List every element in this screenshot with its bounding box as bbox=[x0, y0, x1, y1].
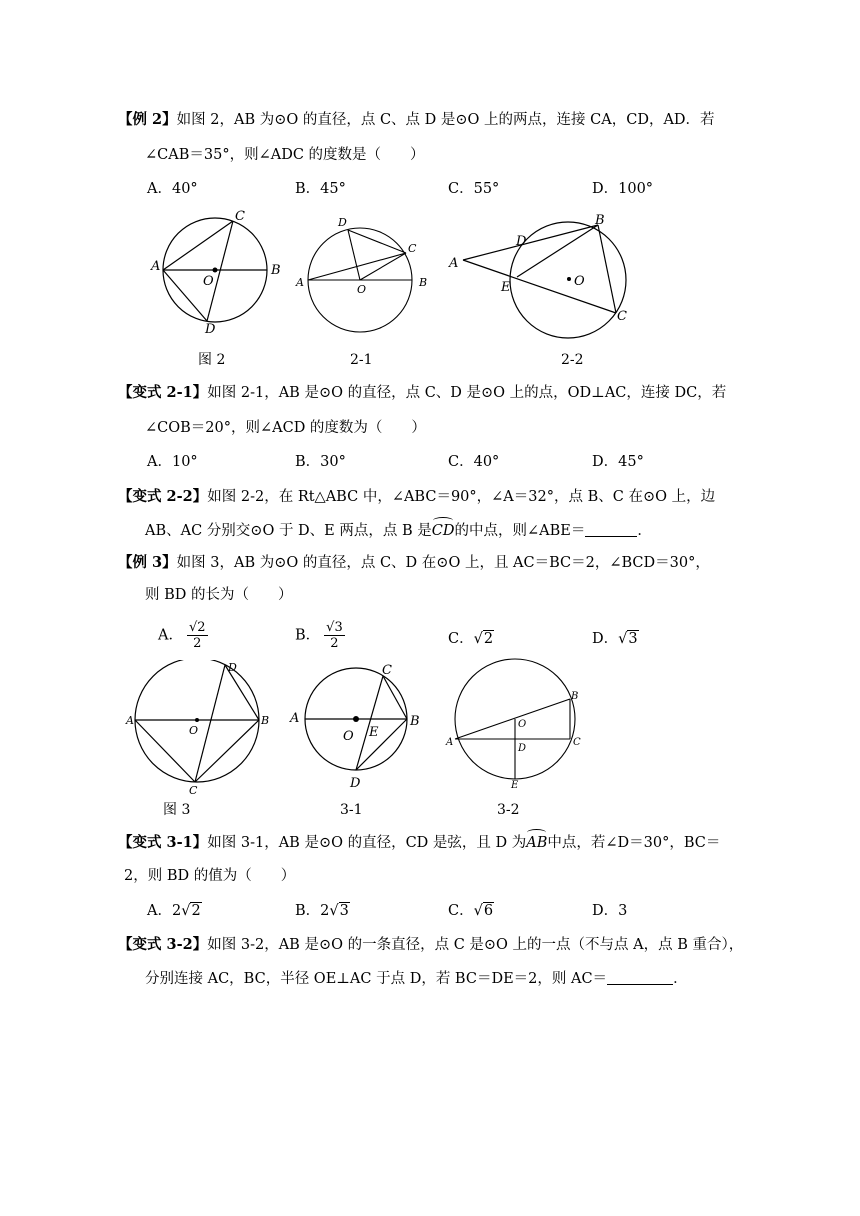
var31-text1a: 如图 3-1，AB 是⊙O 的直径，CD 是弦，且 D 为 bbox=[207, 835, 527, 851]
f3-label-b: B bbox=[261, 714, 270, 727]
var32-text2a: 分别连接 AC，BC，半径 OE⊥AC 于点 D，若 BC＝DE＝2，则 AC＝ bbox=[145, 971, 608, 987]
var32-text2b: ． bbox=[673, 971, 688, 987]
ex3-text1: 如图 3，AB 为⊙O 的直径，点 C、D 在⊙O 上，且 AC＝BC＝2，∠BCD＝30°， bbox=[176, 555, 710, 571]
ex3-option-b bbox=[295, 620, 345, 651]
var22-text2a: AB、AC 分别交⊙O 于 D、E 两点，点 B 是 bbox=[145, 523, 432, 539]
f2-label-d: D bbox=[205, 322, 216, 337]
var22-text2b: 的中点，则∠ABE＝ bbox=[454, 523, 586, 539]
f32-label-d: D bbox=[518, 743, 527, 754]
f2-label-c: C bbox=[235, 209, 245, 224]
ex3-opt-b-num: √3 bbox=[326, 620, 343, 635]
ex3-opt-b-fraction bbox=[324, 620, 345, 651]
f21-label-a: A bbox=[296, 276, 304, 289]
f2-label-a: A bbox=[151, 259, 161, 274]
figure-2-1 bbox=[293, 208, 433, 338]
var22-answer-blank[interactable] bbox=[585, 522, 637, 537]
caption-fig2-1: 2-1 bbox=[350, 352, 373, 368]
f32-label-e: E bbox=[511, 780, 519, 791]
var21-text1: 如图 2-1，AB 是⊙O 的直径，点 C、D 是⊙O 上的点，OD⊥AC，连接 DC，若 bbox=[207, 385, 727, 401]
var31-opt-c-rad: 6 bbox=[483, 903, 494, 919]
ex2-option-a: A．40° bbox=[147, 181, 198, 197]
var22-tag: 【变式 2-2】 bbox=[118, 488, 208, 505]
var21-line1 bbox=[118, 383, 726, 403]
figure-3-1 bbox=[286, 660, 426, 795]
f32-label-a: A bbox=[446, 737, 454, 748]
caption-fig3-1: 3-1 bbox=[340, 802, 363, 818]
f32-label-b: B bbox=[571, 691, 579, 702]
var31-opt-b-rad: 3 bbox=[339, 903, 349, 919]
var31-tag: 【变式 3-1】 bbox=[118, 834, 208, 851]
f2-label-b: B bbox=[271, 263, 281, 278]
var22-text1: 如图 2-2，在 Rt△ABC 中，∠ABC＝90°，∠A＝32°，点 B、C 在⊙O 上，边 bbox=[207, 489, 716, 505]
var22-text2c: ． bbox=[637, 523, 652, 539]
f21-label-o: O bbox=[357, 283, 367, 296]
var21-line2: ∠COB＝20°，则∠ACD 的度数为（ ） bbox=[145, 420, 426, 436]
ex3-opt-a-prefix: A． bbox=[158, 627, 183, 644]
f32-label-o: O bbox=[518, 719, 527, 730]
ex3-line1 bbox=[118, 553, 710, 573]
var32-answer-blank[interactable] bbox=[607, 970, 673, 985]
var31-opt-b-prefix: B．2 bbox=[295, 903, 330, 919]
var21-option-a: A．10° bbox=[147, 454, 198, 470]
figure-3 bbox=[125, 660, 275, 795]
var31-opt-c-prefix: C． bbox=[448, 903, 474, 919]
var21-tag: 【变式 2-1】 bbox=[118, 384, 208, 401]
ex3-opt-d-rad: 3 bbox=[628, 631, 638, 647]
var31-line1 bbox=[118, 833, 720, 853]
var31-text1b: 中点，若∠D＝30°，BC＝ bbox=[547, 835, 721, 851]
ex3-opt-d-prefix: D． bbox=[592, 631, 619, 647]
var31-line2: 2，则 BD 的值为（ ） bbox=[124, 868, 296, 884]
ex3-opt-c-prefix: C． bbox=[448, 631, 474, 647]
var21-option-b: B．30° bbox=[295, 454, 346, 470]
var32-line1 bbox=[118, 935, 743, 955]
f21-label-b: B bbox=[419, 276, 428, 289]
ex3-opt-b-prefix: B． bbox=[295, 627, 321, 644]
f22-label-e: E bbox=[501, 280, 511, 295]
ex3-option-d: D．√3 bbox=[592, 631, 638, 647]
var22-line1 bbox=[118, 487, 715, 507]
var32-tag: 【变式 3-2】 bbox=[118, 936, 208, 953]
f31-label-b: B bbox=[410, 714, 420, 729]
caption-fig3: 图 3 bbox=[163, 802, 191, 818]
ex3-opt-a-den: 2 bbox=[193, 636, 202, 651]
ex3-opt-a-fraction bbox=[187, 620, 208, 651]
var32-line2 bbox=[145, 969, 688, 989]
var21-option-c: C．40° bbox=[448, 454, 500, 470]
f21-label-c: C bbox=[408, 242, 417, 255]
var21-option-d: D．45° bbox=[592, 454, 644, 470]
ex2-text1: 如图 2，AB 为⊙O 的直径，点 C、点 D 是⊙O 上的两点，连接 CA，CD，AD．若 bbox=[176, 112, 715, 128]
ex3-option-c: C．√2 bbox=[448, 631, 494, 647]
var31-option-c: C．√6 bbox=[448, 903, 494, 919]
figure-2 bbox=[145, 205, 285, 340]
ex2-line2: ∠CAB＝35°，则∠ADC 的度数是（ ） bbox=[145, 147, 425, 163]
f31-label-a: A bbox=[290, 711, 300, 726]
ex2-option-d: D．100° bbox=[592, 181, 654, 197]
f31-label-e: E bbox=[369, 725, 379, 740]
ex3-option-a bbox=[158, 620, 208, 651]
f21-label-d: D bbox=[338, 216, 347, 229]
f3-label-o: O bbox=[189, 724, 199, 737]
var32-text1: 如图 3-2，AB 是⊙O 的一条直径，点 C 是⊙O 上的一点（不与点 A，点 B 重合）， bbox=[207, 937, 744, 953]
ex3-line2: 则 BD 的长为（ ） bbox=[145, 587, 293, 603]
var31-option-d: D．3 bbox=[592, 903, 628, 919]
var31-option-b: B．2√3 bbox=[295, 903, 349, 919]
figure-3-2 bbox=[445, 655, 590, 795]
f31-label-c: C bbox=[382, 663, 392, 678]
f2-label-o: O bbox=[203, 274, 214, 289]
var31-opt-a-rad: 2 bbox=[191, 903, 201, 919]
var22-line2 bbox=[145, 521, 652, 541]
f22-label-b: B bbox=[595, 213, 605, 228]
caption-fig2-2: 2-2 bbox=[561, 352, 584, 368]
f3-label-d: D bbox=[228, 661, 237, 674]
f22-label-c: C bbox=[617, 309, 627, 324]
caption-fig2: 图 2 bbox=[198, 352, 226, 368]
figure-2-2 bbox=[445, 205, 645, 340]
ex3-opt-a-num: √2 bbox=[188, 620, 206, 635]
f3-label-a: A bbox=[126, 714, 134, 727]
var22-arc-cd: CD bbox=[431, 523, 455, 539]
f32-label-c: C bbox=[573, 737, 581, 748]
ex2-option-b: B．45° bbox=[295, 181, 346, 197]
ex3-tag: 【例 3】 bbox=[118, 554, 177, 571]
ex2-tag: 【例 2】 bbox=[118, 111, 177, 128]
caption-fig3-2: 3-2 bbox=[497, 802, 520, 818]
f22-label-o: O bbox=[574, 274, 585, 289]
ex2-line1 bbox=[118, 110, 715, 130]
var31-opt-a-prefix: A．2 bbox=[147, 903, 182, 919]
var31-arc-ab: AB bbox=[526, 835, 548, 851]
f22-label-d: D bbox=[516, 234, 527, 249]
f31-label-o: O bbox=[343, 729, 354, 744]
ex2-option-c: C．55° bbox=[448, 181, 500, 197]
ex3-opt-b-den: 2 bbox=[330, 636, 339, 651]
f22-label-a: A bbox=[449, 256, 459, 271]
f3-label-c: C bbox=[189, 784, 198, 795]
var31-option-a: A．2√2 bbox=[147, 903, 201, 919]
ex3-opt-c-rad: 2 bbox=[483, 631, 494, 647]
f31-label-d: D bbox=[350, 776, 361, 791]
